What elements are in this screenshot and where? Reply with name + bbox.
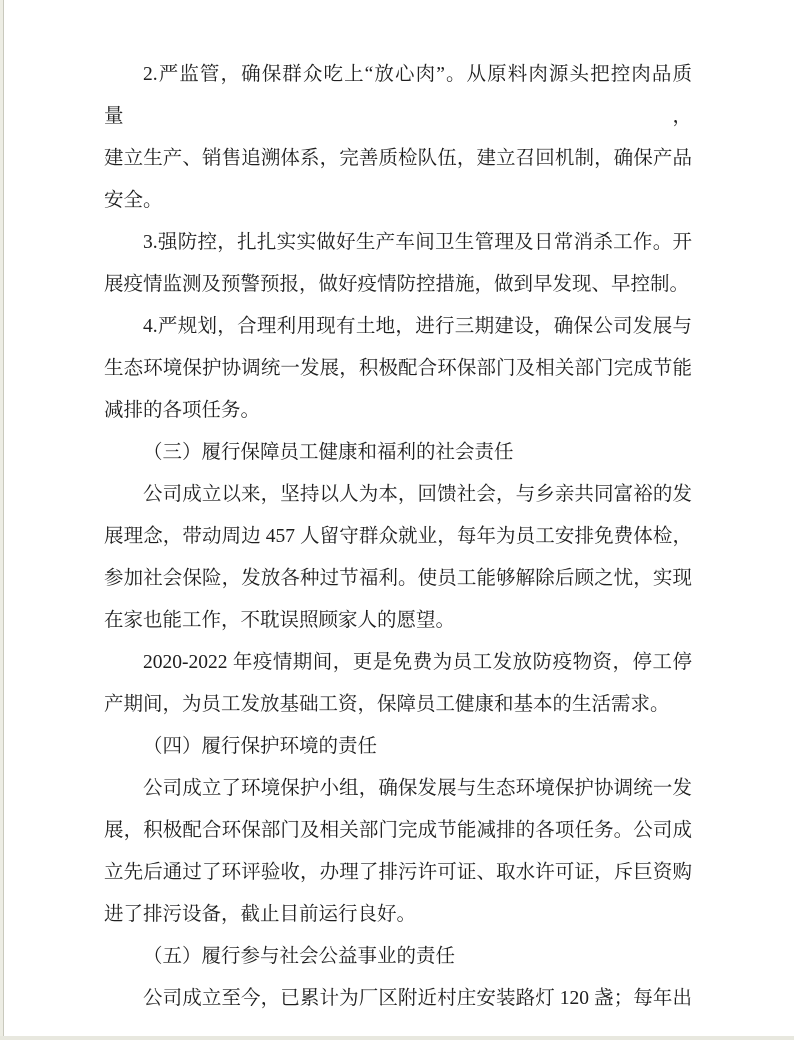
paragraph: [104, 642, 692, 726]
paragraph: [104, 54, 692, 222]
text-line: 2.严监管，确保群众吃上“放心肉”。从原料肉源头把控肉品质量，: [104, 64, 692, 127]
text-line: 产期间，为员工发放基础工资，保障员工健康和基本的生活需求。: [104, 694, 670, 715]
text-line: 在家也能工作，不耽误照顾家人的愿望。: [104, 610, 456, 631]
text-line: 展疫情监测及预警预报，做好疫情防控措施，做到早发现、早控制。: [104, 274, 690, 295]
paragraph: [104, 474, 692, 642]
text-line: 展，积极配合环保部门及相关部门完成节能减排的各项任务。公司成: [104, 820, 692, 841]
document-page: [104, 54, 692, 1020]
text-line: 公司成立以来，坚持以人为本，回馈社会，与乡亲共同富裕的发: [143, 484, 692, 505]
paragraph: [104, 768, 692, 936]
text-line: 参加社会保险，发放各种过节福利。使员工能够解除后顾之忧，实现: [104, 568, 692, 589]
text-line: 减排的各项任务。: [104, 400, 261, 421]
text-line: 进了排污设备，截止目前运行良好。: [104, 904, 417, 925]
section-heading: [104, 726, 692, 768]
text-line: （三）履行保障员工健康和福利的社会责任: [143, 442, 514, 463]
text-line: 立先后通过了环评验收，办理了排污许可证、取水许可证，斥巨资购: [104, 862, 692, 883]
paragraph: [104, 222, 692, 306]
text-line: 3.强防控，扎扎实实做好生产车间卫生管理及日常消杀工作。开: [143, 232, 692, 253]
page-left-edge: [0, 0, 4, 1040]
paragraph: [104, 978, 692, 1020]
text-line: （五）履行参与社会公益事业的责任: [143, 946, 456, 967]
text-line: 4.严规划，合理利用现有土地，进行三期建设，确保公司发展与: [143, 316, 692, 337]
text-line: 公司成立了环境保护小组，确保发展与生态环境保护协调统一发: [143, 778, 692, 799]
text-line: 2020-2022 年疫情期间，更是免费为员工发放防疫物资，停工停: [143, 652, 692, 673]
text-line: 建立生产、销售追溯体系，完善质检队伍，建立召回机制，确保产品: [104, 148, 692, 169]
paragraph: [104, 306, 692, 432]
section-heading: [104, 936, 692, 978]
text-line: 展理念，带动周边 457 人留守群众就业，每年为员工安排免费体检，: [104, 526, 692, 547]
page-bottom-edge: [0, 1036, 794, 1040]
text-line: 生态环境保护协调统一发展，积极配合环保部门及相关部门完成节能: [104, 358, 692, 379]
text-line: 公司成立至今，已累计为厂区附近村庄安装路灯 120 盏；每年出: [143, 988, 692, 1009]
section-heading: [104, 432, 692, 474]
text-line: 安全。: [104, 190, 163, 211]
text-line: （四）履行保护环境的责任: [143, 736, 378, 757]
